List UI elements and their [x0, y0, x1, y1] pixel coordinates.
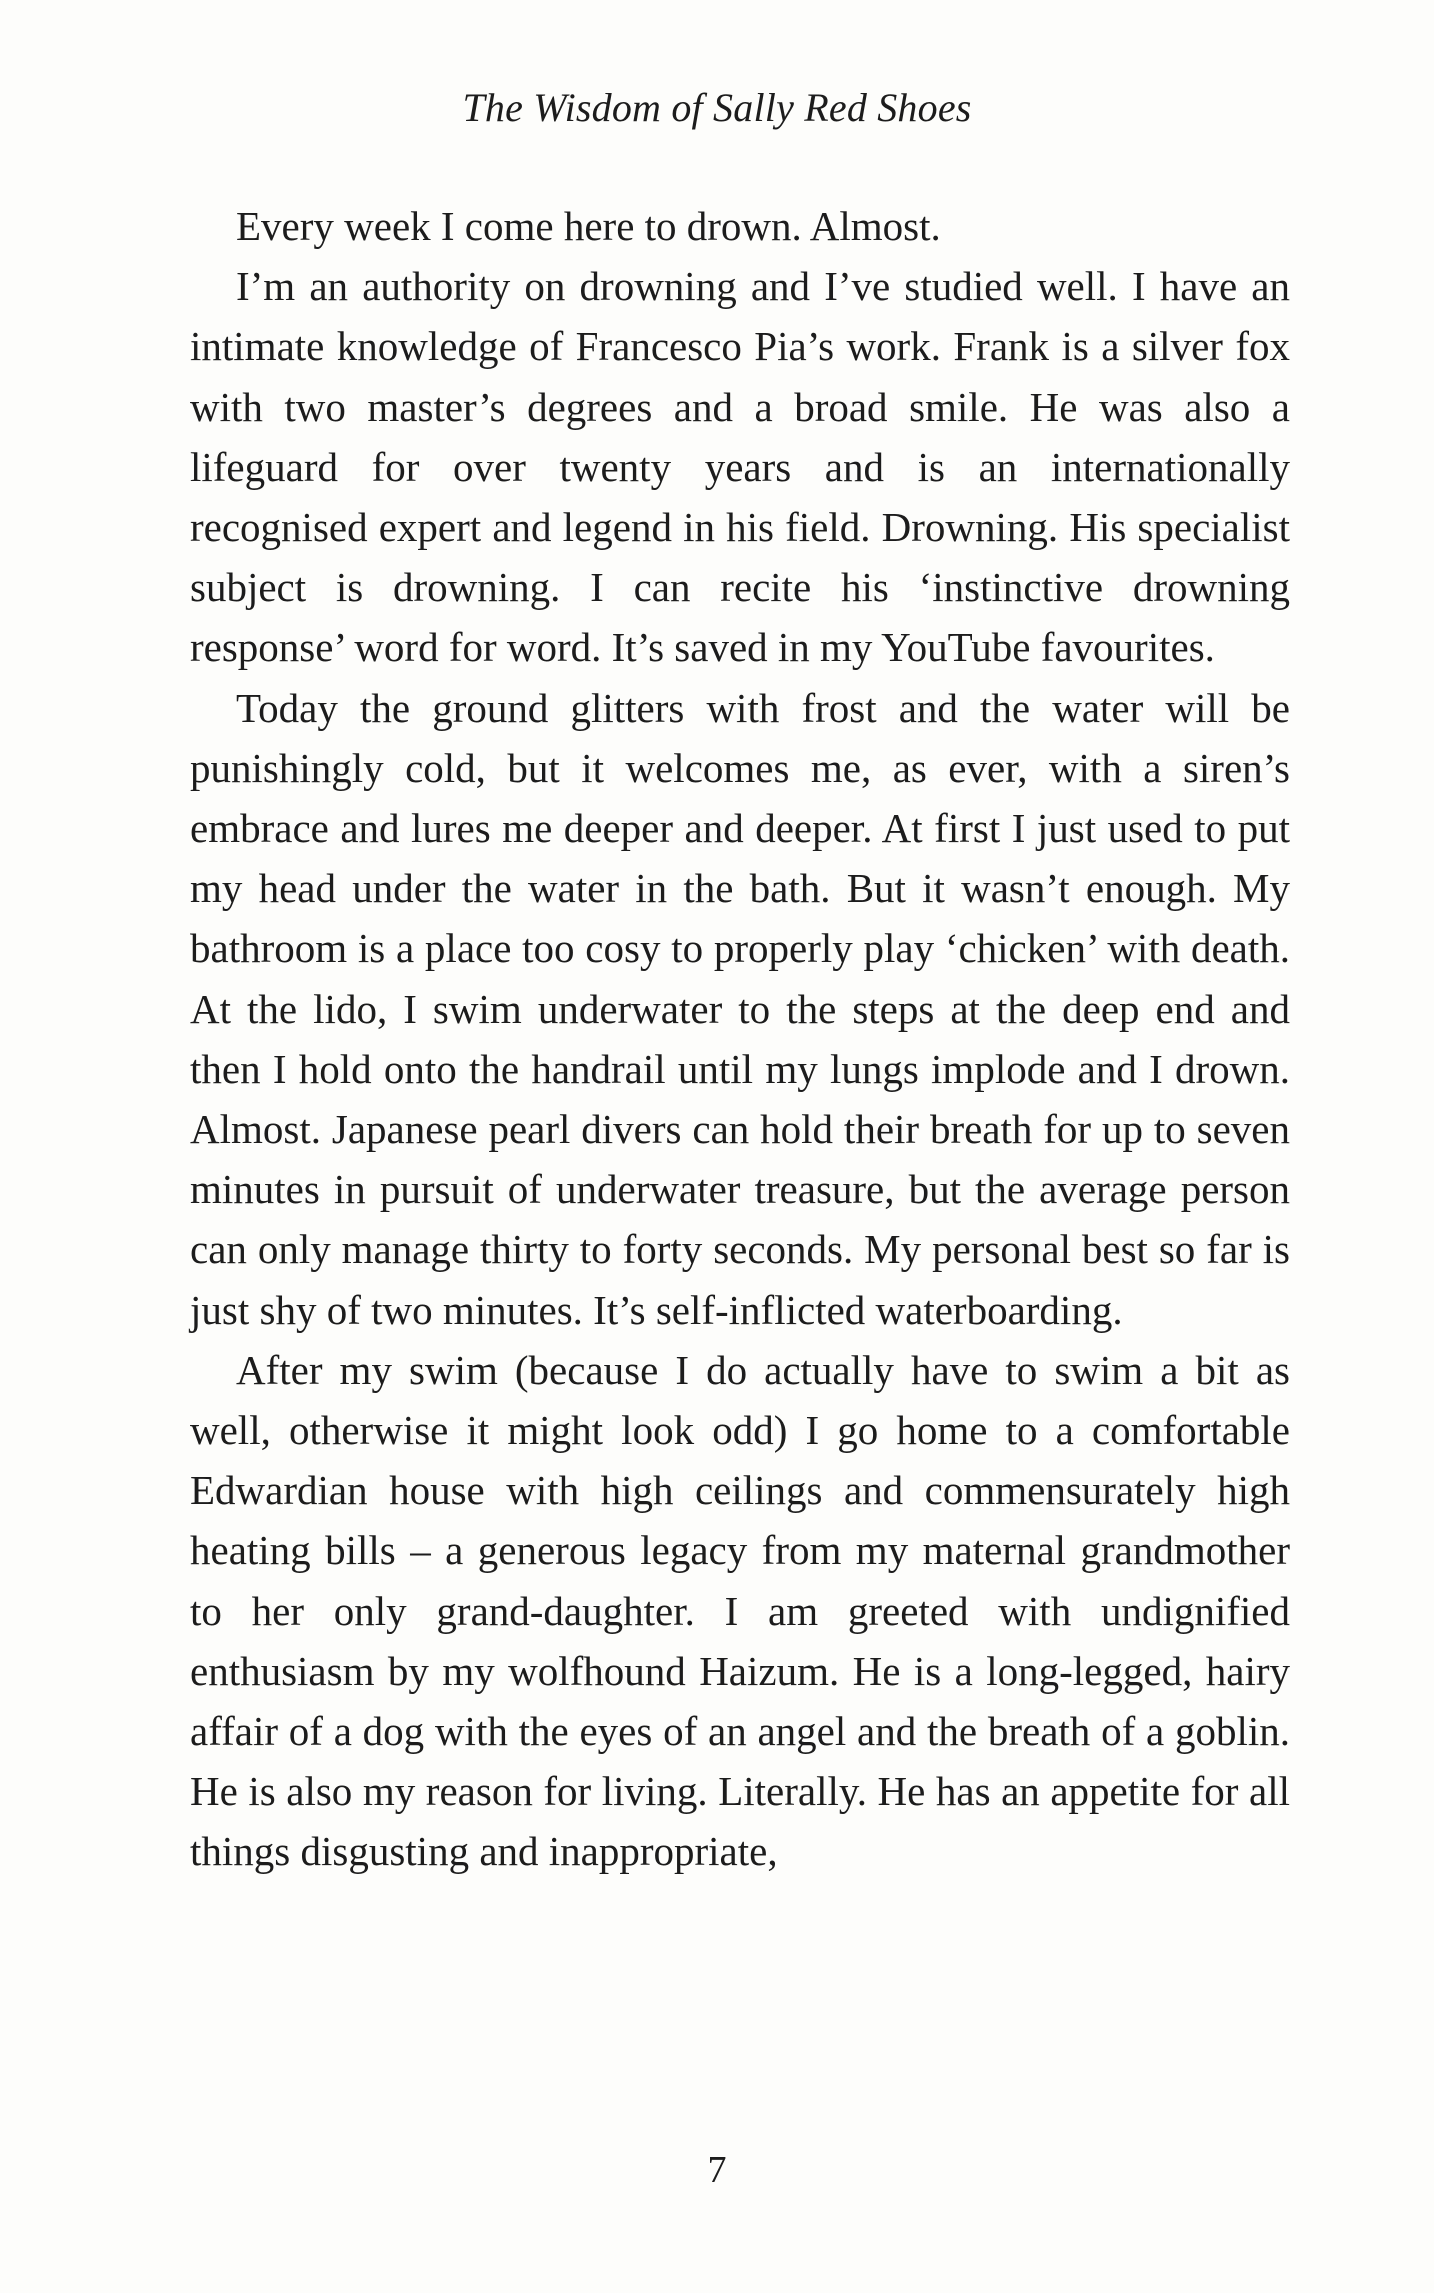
paragraph: I’m an authority on drowning and I’ve studied well. I have an intimate knowledge of Francesco Pia’s work. Frank is a silver fox with two master’s degrees and a broad smile. He was also a lifeguard for over twenty years and is an internationally recognised expert and legend in his field. Drowning. His specialist subject is drowning. I can recite his ‘instinctive drowning response’ word for word. It’s saved in my YouTube favourites. [190, 263, 1290, 671]
page-number: 7 [707, 2149, 727, 2191]
paragraph: After my swim (because I do actually have to swim a bit as well, otherwise it might look odd) I go home to a comfortable Edwardian house with high ceilings and commensurately high heating bills – a generous legacy from my maternal grandmother to her only grand-daughter. I am greeted with undignified enthusiasm by my wolfhound Haizum. He is a long-legged, hairy affair of a dog with the eyes of an angel and the breath of a goblin. He is also my reason for living. Literally. He has an appetite for all things disgusting and inappropriate, [190, 1346, 1290, 1875]
body-text [190, 196, 1290, 1882]
running-head: The Wisdom of Sally Red Shoes [462, 85, 972, 130]
paragraph: Today the ground glitters with frost and the water will be punishingly cold, but it welcomes me, as ever, with a siren’s embrace and lures me deeper and deeper. At first I just used to put my head under the water in the bath. But it wasn’t enough. My bathroom is a place too cosy to properly play ‘chicken’ with death. At the lido, I swim underwater to the steps at the deep end and then I hold onto the handrail until my lungs implode and I drown. Almost. Japanese pearl divers can hold their breath for up to seven minutes in pursuit of underwater treasure, but the average person can only manage thirty to forty seconds. My personal best so far is just shy of two minutes. It’s self-inflicted waterboarding. [190, 684, 1290, 1333]
paragraph: Every week I come here to drown. Almost. [236, 203, 941, 249]
